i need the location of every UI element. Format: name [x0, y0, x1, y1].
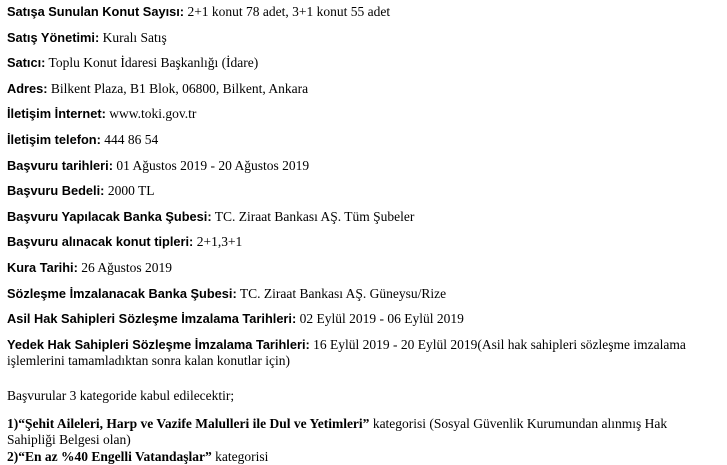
field-iletisim-telefon	[7, 132, 719, 158]
field-value: 2+1 konut 78 adet, 3+1 konut 55 adet	[184, 4, 391, 19]
field-value: 444 86 54	[100, 131, 159, 147]
category-number: 1)	[7, 415, 19, 431]
field-kura-tarihi	[7, 260, 719, 286]
field-value: Kuralı Satış	[99, 29, 167, 45]
field-satici	[7, 55, 719, 81]
field-value: 26 Ağustos 2019	[77, 259, 173, 275]
field-yedek-hak-sahipleri	[7, 337, 719, 369]
field-label: Başvuru tarihleri:	[7, 157, 113, 173]
field-label: Başvuru Yapılacak Banka Şubesi:	[7, 208, 212, 224]
field-value: TC. Ziraat Bankası AŞ. Güneysu/Rize	[236, 285, 447, 301]
field-konut-tipleri	[7, 234, 719, 260]
field-basvuru-banka-subesi	[7, 209, 719, 235]
field-value: www.toki.gov.tr	[105, 106, 197, 122]
field-value: Bilkent Plaza, B1 Blok, 06800, Bilkent, Ankara	[47, 80, 309, 96]
field-value: 2+1,3+1	[193, 234, 243, 250]
field-label: İletişim telefon:	[7, 131, 101, 147]
category-description: kategorisi (Sosyal Güvenlik Kurumundan alınmış Hak Sahipliği Belgesi olan)	[7, 415, 668, 447]
field-label: İletişim İnternet:	[7, 106, 106, 122]
field-konut-sayisi	[7, 4, 719, 30]
field-label: Kura Tarihi:	[7, 259, 78, 275]
category-description: kategorisi	[211, 448, 269, 464]
field-label: Satış Yönetimi:	[7, 29, 100, 45]
document-body	[7, 4, 719, 465]
category-item-1	[7, 416, 719, 448]
field-basvuru-tarihleri	[7, 158, 719, 184]
field-sozlesme-banka-subesi	[7, 286, 719, 312]
field-value: 01 Ağustos 2019 - 20 Ağustos 2019	[112, 157, 310, 173]
field-label: Asil Hak Sahipleri Sözleşme İmzalama Tarihleri:	[7, 311, 297, 327]
field-label: Sözleşme İmzalanacak Banka Şubesi:	[7, 285, 237, 301]
field-label: Yedek Hak Sahipleri Sözleşme İmzalama Tarihleri:	[7, 336, 310, 352]
field-basvuru-bedeli	[7, 183, 719, 209]
field-asil-hak-sahipleri	[7, 311, 719, 337]
field-label: Başvuru alınacak konut tipleri:	[7, 234, 194, 250]
field-value: 2000 TL	[104, 183, 155, 199]
field-value: 02 Eylül 2019 - 06 Eylül 2019	[296, 311, 464, 327]
field-value: Toplu Konut İdaresi Başkanlığı (İdare)	[45, 55, 259, 71]
field-value: 16 Eylül 2019 - 20 Eylül 2019(Asil hak sahipleri sözleşme imzalama işlemlerini tamamladıktan sonra kalan konutlar için)	[7, 336, 686, 368]
field-iletisim-internet	[7, 106, 719, 132]
field-satis-yonetimi	[7, 30, 719, 56]
field-label: Başvuru Bedeli:	[7, 183, 105, 199]
category-title: “En az %40 Engelli Vatandaşlar”	[18, 448, 212, 464]
category-number: 2)	[7, 448, 19, 464]
field-label: Adres:	[7, 80, 48, 96]
category-title: “Şehit Aileleri, Harp ve Vazife Malulleri ile Dul ve Yetimleri”	[18, 415, 370, 431]
field-value: TC. Ziraat Bankası AŞ. Tüm Şubeler	[211, 208, 415, 224]
categories-intro: Başvurular 3 kategoride kabul edilecektir;	[7, 387, 235, 403]
category-item-2	[7, 449, 719, 465]
field-adres	[7, 81, 719, 107]
field-label: Satışa Sunulan Konut Sayısı:	[7, 4, 185, 19]
field-label: Satıcı:	[7, 55, 46, 71]
